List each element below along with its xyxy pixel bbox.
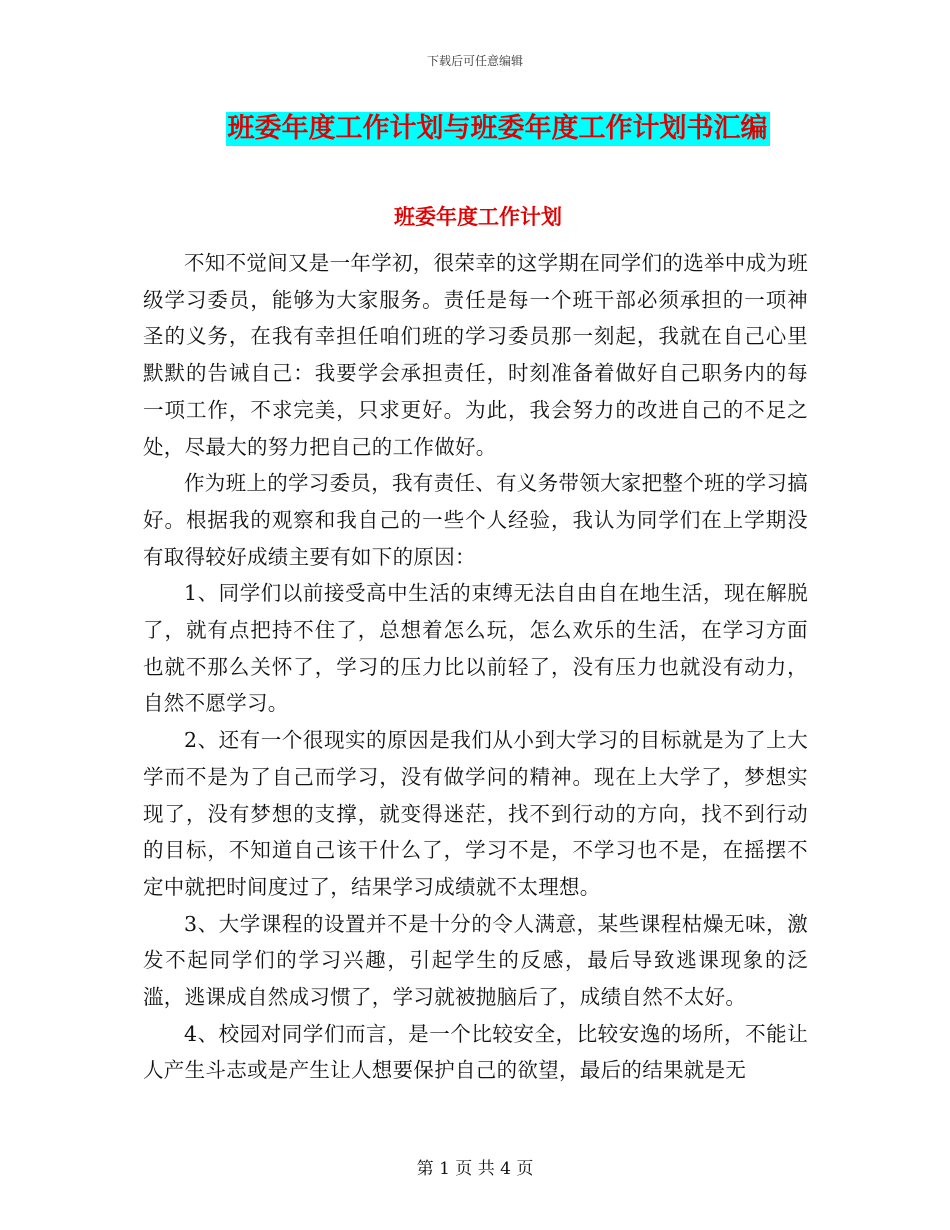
section-title: 班委年度工作计划: [394, 205, 562, 229]
main-title: 班委年度工作计划与班委年度工作计划书汇编: [227, 113, 768, 144]
main-title-container: [0, 112, 950, 146]
document-body: [143, 245, 808, 1089]
paragraph: 作为班上的学习委员，我有责任、有义务带领大家把整个班的学习搞好。根据我的观察和我自己的一些个人经验，我认为同学们在上学期没有取得较好成绩主要有如下的原因：: [143, 471, 808, 569]
page-number: 第 1 页 共 4 页: [416, 1159, 534, 1179]
paragraph: 3、大学课程的设置并不是十分的令人满意，某些课程枯燥无味，激发不起同学们的学习兴趣，引起学生的反感，最后导致逃课现象的泛滥，逃课成自然成习惯了，学习就被抛脑后了，成绩自然不太好。: [143, 911, 808, 1010]
paragraph: 1、同学们以前接受高中生活的束缚无法自由自在地生活，现在解脱了，就有点把持不住了，总想着怎么玩，怎么欢乐的生活，在学习方面也就不那么关怀了，学习的压力比以前轻了，没有压力也就没有动力，自然不愿学习。: [143, 581, 808, 716]
paragraph: 2、还有一个很现实的原因是我们从小到大学习的目标就是为了上大学而不是为了自己而学习，没有做学问的精神。现在上大学了，梦想实现了，没有梦想的支撑，就变得迷茫，找不到行动的方向，找不到行动的目标，不知道自己该干什么了，学习不是，不学习也不是，在摇摆不定中就把时间度过了，结果学习成绩就不太理想。: [143, 728, 808, 899]
paragraph: 不知不觉间又是一年学初，很荣幸的这学期在同学们的选举中成为班级学习委员，能够为大家服务。责任是每一个班干部必须承担的一项神圣的义务，在我有幸担任咱们班的学习委员那一刻起，我就在自己心里默默的告诫自己：我要学会承担责任，时刻准备着做好自己职务内的每一项工作，不求完美，只求更好。为此，我会努力的改进自己的不足之处，尽最大的努力把自己的工作做好。: [143, 251, 808, 459]
paragraph: 4、校园对同学们而言，是一个比较安全，比较安逸的场所，不能让人产生斗志或是产生让人想要保护自己的欲望，最后的结果就是无: [143, 1021, 808, 1083]
header-note: 下载后可任意编辑: [426, 54, 523, 68]
